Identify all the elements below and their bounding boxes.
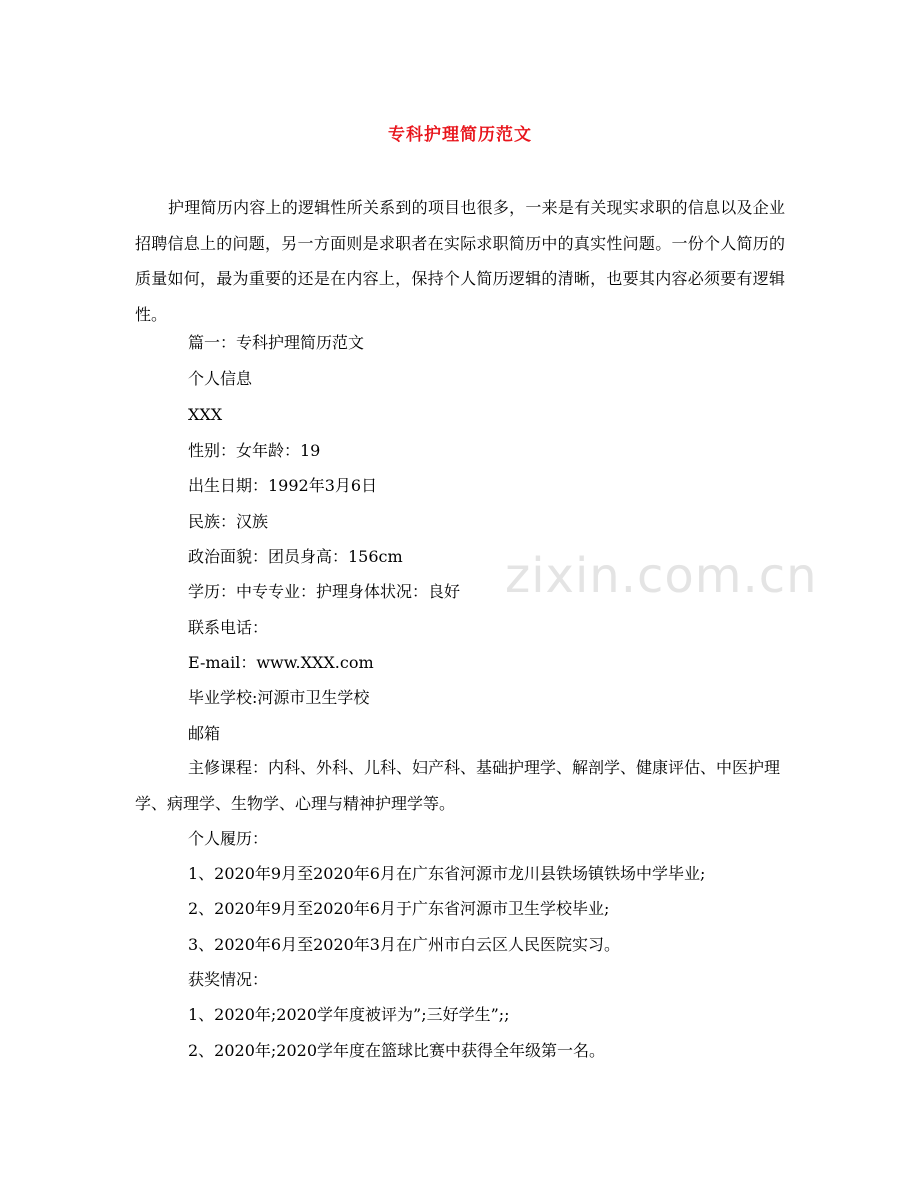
resume-item: 2、2020年9月至2020年6月于广东省河源市卫生学校毕业; (188, 899, 610, 918)
political-height-line: 政治面貌：团员身高：156cm (188, 547, 403, 566)
education-line: 学历：中专专业：护理身体状况：良好 (188, 582, 461, 601)
awards-heading: 获奖情况： (188, 970, 269, 989)
personal-info-heading: 个人信息 (188, 369, 253, 388)
email-line: E-mail：www.XXX.com (188, 653, 374, 672)
mailbox-line: 邮箱 (188, 724, 221, 743)
courses-paragraph: 主修课程：内科、外科、儿科、妇产科、基础护理学、解剖学、健康评估、中医护理学、病理学、生物学、心理与精神护理学等。 (135, 758, 781, 813)
name-line: XXX (188, 405, 223, 424)
award-item: 1、2020年;2020学年度被评为”;三好学生”;; (188, 1005, 510, 1024)
resume-item: 3、2020年6月至2020年3月在广州市白云区人民医院实习。 (188, 935, 620, 954)
section-heading: 篇一：专科护理简历范文 (188, 333, 365, 352)
resume-heading: 个人履历： (188, 829, 269, 848)
ethnicity-line: 民族：汉族 (188, 512, 269, 531)
intro-paragraph: 护理简历内容上的逻辑性所关系到的项目也很多，一来是有关现实求职的信息以及企业招聘信息上的问题，另一方面则是求职者在实际求职简历中的真实性问题。一份个人简历的质量如何，最为重要的还是在内容上，保持个人简历逻辑的清晰，也要其内容必须要有逻辑性。 (135, 198, 785, 324)
resume-item: 1、2020年9月至2020年6月在广东省河源市龙川县铁场镇铁场中学毕业; (188, 864, 706, 883)
watermark: zixin.com.cn (505, 548, 818, 604)
document-title: 专科护理简历范文 (388, 125, 532, 145)
award-item: 2、2020年;2020学年度在篮球比赛中获得全年级第一名。 (188, 1041, 606, 1060)
gender-age-line: 性别：女年龄：19 (188, 441, 321, 460)
birth-date-line: 出生日期：1992年3月6日 (188, 476, 378, 495)
school-line: 毕业学校:河源市卫生学校 (188, 688, 370, 707)
phone-line: 联系电话： (188, 618, 269, 637)
